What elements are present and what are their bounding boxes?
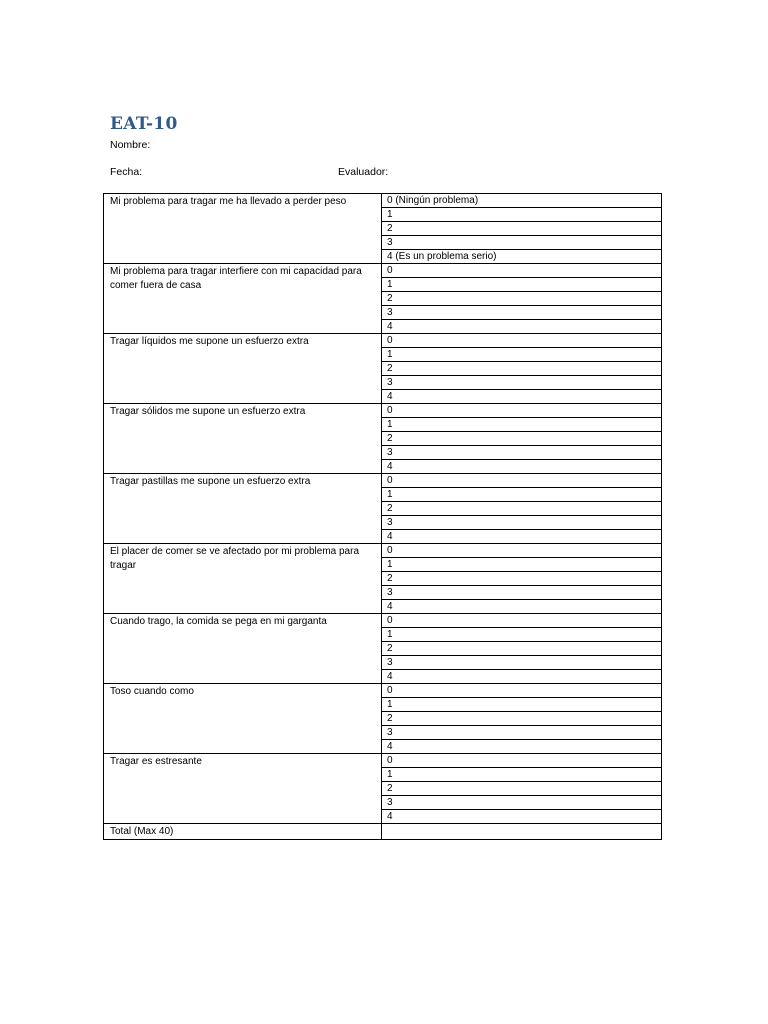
score-option[interactable]: 4 [382,740,662,754]
score-option[interactable]: 2 [382,432,662,446]
nombre-label: Nombre: [110,139,151,151]
answer-row [104,404,662,418]
total-value-field[interactable] [382,824,662,840]
score-option[interactable]: 1 [382,418,662,432]
answer-row [104,194,662,208]
score-option[interactable]: 2 [382,782,662,796]
score-option[interactable]: 1 [382,628,662,642]
score-option[interactable]: 3 [382,796,662,810]
total-label: Total (Max 40) [104,824,382,840]
score-option[interactable]: 1 [382,698,662,712]
score-option[interactable]: 3 [382,516,662,530]
score-option[interactable]: 2 [382,292,662,306]
answer-row [104,334,662,348]
score-option[interactable]: 4 [382,530,662,544]
score-option[interactable]: 4 [382,810,662,824]
question-text: Tragar líquidos me supone un esfuerzo extra [104,334,382,404]
score-option[interactable]: 0 [382,264,662,278]
score-option[interactable]: 2 [382,502,662,516]
answer-row [104,474,662,488]
score-option[interactable]: 3 [382,446,662,460]
score-option[interactable]: 0 [382,754,662,768]
score-option[interactable]: 1 [382,208,662,222]
score-option[interactable]: 0 [382,404,662,418]
score-option[interactable]: 3 [382,236,662,250]
question-text: Tragar pastillas me supone un esfuerzo extra [104,474,382,544]
score-option[interactable]: 3 [382,306,662,320]
score-option[interactable]: 3 [382,586,662,600]
eat10-questionnaire-table [103,193,662,840]
document-title: EAT-10 [110,114,178,134]
score-option[interactable]: 1 [382,558,662,572]
score-option[interactable]: 4 [382,600,662,614]
question-text: El placer de comer se ve afectado por mi problema para tragar [104,544,382,614]
questionnaire-body [104,194,662,840]
evaluador-label: Evaluador: [338,166,389,178]
score-option[interactable]: 4 [382,390,662,404]
score-option[interactable]: 4 [382,670,662,684]
score-option[interactable]: 2 [382,572,662,586]
score-option[interactable]: 3 [382,376,662,390]
score-option[interactable]: 0 [382,684,662,698]
answer-row [104,544,662,558]
score-option[interactable]: 2 [382,362,662,376]
score-option[interactable]: 1 [382,768,662,782]
score-option[interactable]: 1 [382,348,662,362]
question-text: Tragar es estresante [104,754,382,824]
score-option[interactable]: 4 [382,460,662,474]
score-option[interactable]: 2 [382,642,662,656]
score-option[interactable]: 0 (Ningún problema) [382,194,662,208]
score-option[interactable]: 2 [382,222,662,236]
score-option[interactable]: 0 [382,544,662,558]
question-text: Mi problema para tragar interfiere con mi capacidad para comer fuera de casa [104,264,382,334]
score-option[interactable]: 1 [382,278,662,292]
answer-row [104,754,662,768]
answer-row [104,684,662,698]
score-option[interactable]: 4 (Es un problema serio) [382,250,662,264]
score-option[interactable]: 0 [382,614,662,628]
question-text: Toso cuando como [104,684,382,754]
score-option[interactable]: 0 [382,334,662,348]
question-text: Mi problema para tragar me ha llevado a perder peso [104,194,382,264]
question-text: Tragar sólidos me supone un esfuerzo extra [104,404,382,474]
total-row [104,824,662,840]
score-option[interactable]: 3 [382,656,662,670]
fecha-label: Fecha: [110,166,143,178]
score-option[interactable]: 0 [382,474,662,488]
score-option[interactable]: 3 [382,726,662,740]
score-option[interactable]: 2 [382,712,662,726]
answer-row [104,614,662,628]
score-option[interactable]: 4 [382,320,662,334]
answer-row [104,264,662,278]
question-text: Cuando trago, la comida se pega en mi garganta [104,614,382,684]
score-option[interactable]: 1 [382,488,662,502]
